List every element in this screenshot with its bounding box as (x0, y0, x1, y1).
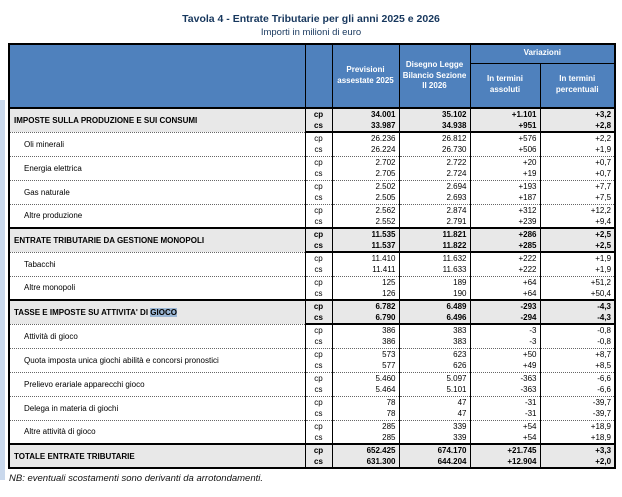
table-row (9, 108, 615, 120)
cpcs-cell: cs (305, 384, 332, 396)
value-cell: 11.410 (332, 252, 399, 264)
table-row (9, 300, 615, 312)
row-label: Attività di gioco (9, 324, 305, 348)
row-label: Prelievo erariale apparecchi gioco (9, 372, 305, 396)
value-cell: 78 (332, 396, 399, 408)
value-cell: -4,3 (540, 312, 615, 324)
value-cell: 11.821 (399, 228, 470, 240)
value-cell: 2.705 (332, 168, 399, 180)
value-cell: 2.791 (399, 216, 470, 228)
value-cell: 2.502 (332, 180, 399, 192)
value-cell: 2.724 (399, 168, 470, 180)
value-cell: 26.236 (332, 132, 399, 144)
value-cell: 626 (399, 360, 470, 372)
value-cell: 2.702 (332, 156, 399, 168)
value-cell: 11.411 (332, 264, 399, 276)
value-cell: 47 (399, 396, 470, 408)
value-cell: 189 (399, 276, 470, 288)
value-cell: +222 (470, 264, 540, 276)
value-cell: 33.987 (332, 120, 399, 132)
value-cell: 2.552 (332, 216, 399, 228)
cpcs-cell: cs (305, 144, 332, 156)
cpcs-cell: cp (305, 372, 332, 384)
value-cell: +3,2 (540, 108, 615, 120)
value-cell: +12,2 (540, 204, 615, 216)
value-cell: 11.633 (399, 264, 470, 276)
cpcs-cell: cp (305, 348, 332, 360)
value-cell: +1,9 (540, 264, 615, 276)
table-row (9, 276, 615, 288)
value-cell: 190 (399, 288, 470, 300)
value-cell: +9,4 (540, 216, 615, 228)
row-label: Altre produzione (9, 204, 305, 228)
value-cell: -0,8 (540, 324, 615, 336)
cpcs-cell: cp (305, 180, 332, 192)
value-cell: 2.722 (399, 156, 470, 168)
value-cell: +51,2 (540, 276, 615, 288)
value-cell: +54 (470, 432, 540, 444)
header-disegno-legge: Disegno Legge Bilancio Sezione II 2026 (399, 44, 470, 108)
value-cell: +21.745 (470, 444, 540, 456)
table-row (9, 252, 615, 264)
value-cell: 11.535 (332, 228, 399, 240)
value-cell: 2.562 (332, 204, 399, 216)
value-cell: 383 (399, 336, 470, 348)
cpcs-cell: cp (305, 396, 332, 408)
value-cell: -6,6 (540, 384, 615, 396)
value-cell: +8,7 (540, 348, 615, 360)
value-cell: -293 (470, 300, 540, 312)
value-cell: +312 (470, 204, 540, 216)
table-row (9, 396, 615, 408)
table-row (9, 444, 615, 456)
table-row (9, 156, 615, 168)
footnote: NB: eventuali scostamenti sono derivanti da arrotondamenti. (9, 473, 263, 484)
row-label: Altre monopoli (9, 276, 305, 300)
value-cell: +19 (470, 168, 540, 180)
value-cell: 126 (332, 288, 399, 300)
table-row (9, 324, 615, 336)
value-cell: +1,9 (540, 252, 615, 264)
table-row (9, 228, 615, 240)
value-cell: 47 (399, 408, 470, 420)
value-cell: +50 (470, 348, 540, 360)
value-cell: +8,5 (540, 360, 615, 372)
value-cell: 35.102 (399, 108, 470, 120)
value-cell: +0,7 (540, 168, 615, 180)
value-cell: +2,5 (540, 228, 615, 240)
value-cell: 631.300 (332, 456, 399, 468)
cpcs-cell: cp (305, 276, 332, 288)
value-cell: +187 (470, 192, 540, 204)
row-label: Oli minerali (9, 132, 305, 156)
table-header (9, 44, 615, 108)
value-cell: 652.425 (332, 444, 399, 456)
table-row (9, 420, 615, 432)
cpcs-cell: cs (305, 264, 332, 276)
header-termini-assoluti: In termini assoluti (470, 63, 540, 108)
header-previsioni: Previsioni assestate 2025 (332, 44, 399, 108)
value-cell: +50,4 (540, 288, 615, 300)
table-row (9, 348, 615, 360)
value-cell: 573 (332, 348, 399, 360)
table-row (9, 132, 615, 144)
value-cell: 6.790 (332, 312, 399, 324)
row-label: TASSE E IMPOSTE SU ATTIVITA' DI GIOCO (9, 300, 305, 324)
cpcs-cell: cs (305, 288, 332, 300)
value-cell: 6.489 (399, 300, 470, 312)
left-edge-strip (0, 100, 5, 480)
cpcs-cell: cp (305, 252, 332, 264)
value-cell: +12.904 (470, 456, 540, 468)
cpcs-cell: cs (305, 120, 332, 132)
value-cell: 26.224 (332, 144, 399, 156)
value-cell: 5.101 (399, 384, 470, 396)
table-row (9, 372, 615, 384)
row-label: ENTRATE TRIBUTARIE DA GESTIONE MONOPOLI (9, 228, 305, 252)
value-cell: 2.694 (399, 180, 470, 192)
value-cell: +222 (470, 252, 540, 264)
table-row (9, 180, 615, 192)
cpcs-cell: cs (305, 192, 332, 204)
value-cell: +506 (470, 144, 540, 156)
cpcs-cell: cs (305, 216, 332, 228)
value-cell: 34.938 (399, 120, 470, 132)
value-cell: 386 (332, 336, 399, 348)
value-cell: 623 (399, 348, 470, 360)
cpcs-cell: cp (305, 204, 332, 216)
value-cell: +1,9 (540, 144, 615, 156)
value-cell: 2.505 (332, 192, 399, 204)
cpcs-cell: cs (305, 240, 332, 252)
value-cell: +285 (470, 240, 540, 252)
cpcs-cell: cp (305, 300, 332, 312)
value-cell: 34.001 (332, 108, 399, 120)
value-cell: +951 (470, 120, 540, 132)
value-cell: +2,8 (540, 120, 615, 132)
value-cell: +193 (470, 180, 540, 192)
value-cell: 674.170 (399, 444, 470, 456)
highlighted-text: GIOCO (150, 307, 177, 317)
value-cell: 644.204 (399, 456, 470, 468)
value-cell: 5.097 (399, 372, 470, 384)
value-cell: +0,7 (540, 156, 615, 168)
value-cell: 386 (332, 324, 399, 336)
value-cell: 339 (399, 420, 470, 432)
cpcs-cell: cs (305, 168, 332, 180)
value-cell: +1.101 (470, 108, 540, 120)
value-cell: 5.460 (332, 372, 399, 384)
value-cell: 5.464 (332, 384, 399, 396)
row-label: TOTALE ENTRATE TRIBUTARIE (9, 444, 305, 468)
row-label: Tabacchi (9, 252, 305, 276)
value-cell: +2,2 (540, 132, 615, 144)
value-cell: +286 (470, 228, 540, 240)
value-cell: -4,3 (540, 300, 615, 312)
value-cell: +3,3 (540, 444, 615, 456)
value-cell: +2,5 (540, 240, 615, 252)
row-label: Quota imposta unica giochi abilità e concorsi pronostici (9, 348, 305, 372)
value-cell: 78 (332, 408, 399, 420)
value-cell: -39,7 (540, 396, 615, 408)
value-cell: +18,9 (540, 420, 615, 432)
value-cell: 285 (332, 432, 399, 444)
cpcs-cell: cp (305, 420, 332, 432)
value-cell: 6.496 (399, 312, 470, 324)
value-cell: +7,7 (540, 180, 615, 192)
value-cell: 285 (332, 420, 399, 432)
value-cell: +64 (470, 288, 540, 300)
cpcs-cell: cp (305, 444, 332, 456)
value-cell: +20 (470, 156, 540, 168)
cpcs-cell: cp (305, 108, 332, 120)
revenue-table (8, 43, 616, 469)
value-cell: -6,6 (540, 372, 615, 384)
row-label: Altre attività di gioco (9, 420, 305, 444)
value-cell: 2.693 (399, 192, 470, 204)
value-cell: +7,5 (540, 192, 615, 204)
value-cell: 2.874 (399, 204, 470, 216)
row-label: Energia elettrica (9, 156, 305, 180)
value-cell: -31 (470, 396, 540, 408)
value-cell: 11.632 (399, 252, 470, 264)
value-cell: -0,8 (540, 336, 615, 348)
value-cell: +18,9 (540, 432, 615, 444)
table-row (9, 204, 615, 216)
value-cell: +2,0 (540, 456, 615, 468)
header-variazioni: Variazioni (470, 44, 615, 63)
row-label: Delega in materia di giochi (9, 396, 305, 420)
cpcs-cell: cs (305, 336, 332, 348)
value-cell: +64 (470, 276, 540, 288)
value-cell: 26.812 (399, 132, 470, 144)
header-cpcs-blank (305, 44, 332, 108)
value-cell: 6.782 (332, 300, 399, 312)
cpcs-cell: cp (305, 132, 332, 144)
value-cell: +576 (470, 132, 540, 144)
value-cell: +54 (470, 420, 540, 432)
cpcs-cell: cp (305, 156, 332, 168)
value-cell: -363 (470, 372, 540, 384)
cpcs-cell: cs (305, 432, 332, 444)
cpcs-cell: cp (305, 324, 332, 336)
value-cell: 125 (332, 276, 399, 288)
value-cell: -363 (470, 384, 540, 396)
cpcs-cell: cp (305, 228, 332, 240)
cpcs-cell: cs (305, 408, 332, 420)
header-label-blank (9, 44, 305, 108)
page-title: Tavola 4 - Entrate Tributarie per gli anni 2025 e 2026 (182, 13, 440, 25)
value-cell: -31 (470, 408, 540, 420)
value-cell: -294 (470, 312, 540, 324)
cpcs-cell: cs (305, 456, 332, 468)
value-cell: -39,7 (540, 408, 615, 420)
value-cell: 339 (399, 432, 470, 444)
row-label: Gas naturale (9, 180, 305, 204)
value-cell: +49 (470, 360, 540, 372)
row-label: IMPOSTE SULLA PRODUZIONE E SUI CONSUMI (9, 108, 305, 132)
cpcs-cell: cs (305, 360, 332, 372)
table-body (9, 108, 615, 468)
value-cell: -3 (470, 336, 540, 348)
value-cell: -3 (470, 324, 540, 336)
value-cell: 11.822 (399, 240, 470, 252)
value-cell: +239 (470, 216, 540, 228)
value-cell: 383 (399, 324, 470, 336)
page-subtitle: Importi in milioni di euro (260, 27, 362, 38)
value-cell: 26.730 (399, 144, 470, 156)
value-cell: 11.537 (332, 240, 399, 252)
value-cell: 577 (332, 360, 399, 372)
cpcs-cell: cs (305, 312, 332, 324)
header-termini-percentuali: In termini percentuali (540, 63, 615, 108)
